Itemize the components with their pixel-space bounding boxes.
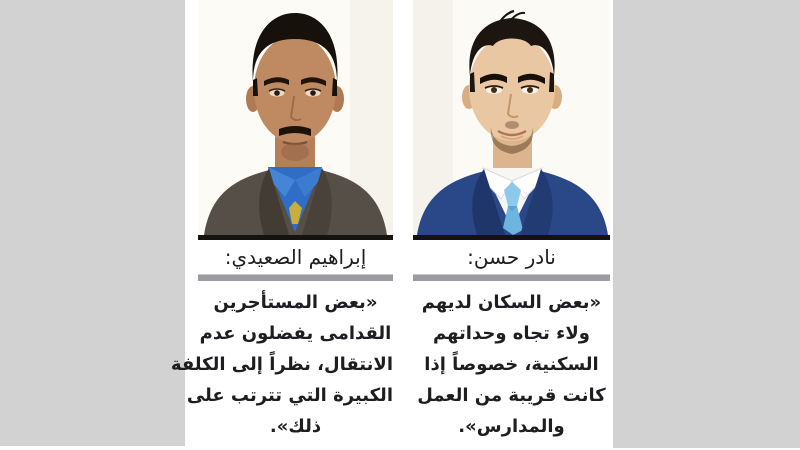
quote-line: الكبيرة التي تترتب على <box>186 385 393 406</box>
name-divider-bar-right <box>413 274 610 281</box>
profile-card-nader-hassan <box>413 0 610 442</box>
profile-name-ibrahim-al-saidi: إبراهيم الصعيدي: <box>224 245 367 269</box>
quote-line: «بعض السكان لديهم <box>421 292 602 313</box>
quote-line: ولاء تجاه وحداتهم <box>433 323 590 344</box>
quote-text-ibrahim-al-saidi <box>170 287 393 442</box>
portrait-illustration-navy-suit-man <box>413 0 610 235</box>
portrait-photo-nader-hassan <box>413 0 610 240</box>
name-divider-bar-left <box>198 274 393 281</box>
right-gray-band <box>613 0 800 448</box>
quote-line: القدامى يفضلون عدم <box>199 323 392 344</box>
portrait-photo-ibrahim-al-saidi <box>198 0 393 240</box>
left-gray-band <box>0 0 185 446</box>
quote-line: الانتقال، نظراً إلى الكلفة <box>170 354 393 375</box>
profile-name-nader-hassan: نادر حسن: <box>467 245 556 269</box>
profile-card-ibrahim-al-saidi <box>170 0 393 442</box>
quote-line: السكنية، خصوصاً إذا <box>424 354 599 375</box>
portrait-illustration-gray-suit-man <box>198 0 393 235</box>
quote-text-nader-hassan <box>413 287 610 442</box>
quote-line: كانت قريبة من العمل <box>417 385 606 406</box>
quote-line: والمدارس». <box>458 416 565 437</box>
quote-line: «بعض المستأجرين <box>213 292 378 313</box>
quote-line: ذلك». <box>269 416 322 437</box>
